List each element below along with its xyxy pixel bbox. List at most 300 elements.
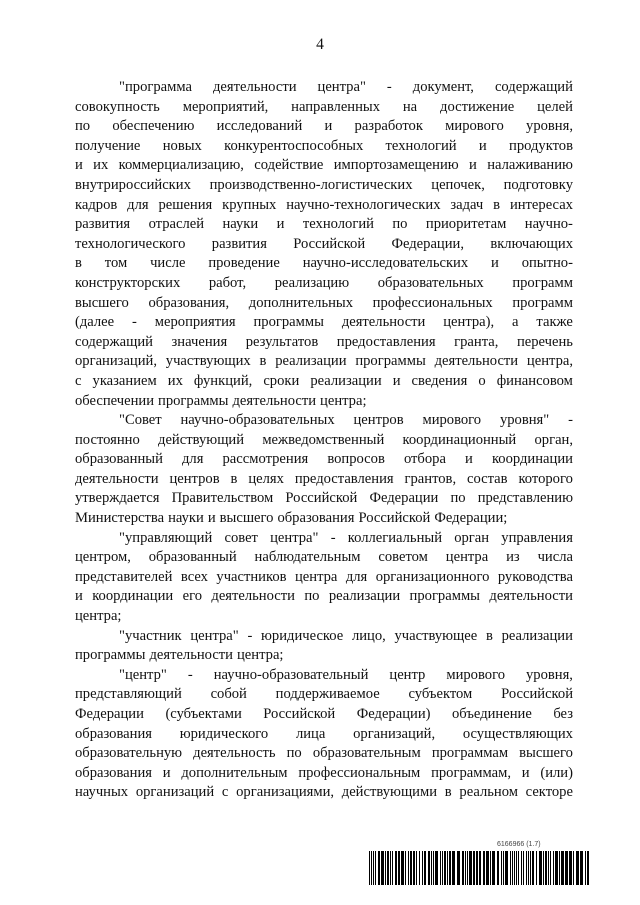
word: мирового — [446, 666, 505, 683]
word: высшего — [75, 294, 129, 311]
word: профессиональных — [372, 294, 493, 311]
barcode-bar — [395, 851, 397, 885]
barcode-bar — [431, 851, 432, 885]
word: высшего — [219, 510, 274, 527]
word: научно- — [524, 216, 573, 233]
word: целей — [537, 98, 573, 115]
word: приоритетам — [425, 216, 507, 233]
word: участвующих — [165, 353, 251, 370]
word: центра" — [317, 79, 366, 95]
word: в — [230, 470, 238, 487]
word: центров — [169, 470, 220, 487]
word: участвующее — [394, 627, 478, 644]
word: получение — [75, 137, 141, 154]
page-number: 4 — [316, 36, 324, 53]
word: - — [568, 412, 573, 429]
word: цепочек, — [431, 176, 485, 193]
word: обеспечению — [112, 118, 195, 135]
text-line — [75, 548, 573, 568]
barcode-bar — [398, 851, 400, 885]
barcode-bar — [573, 851, 574, 885]
barcode-bar — [465, 851, 466, 885]
barcode-bar — [555, 851, 558, 885]
word: из — [506, 549, 520, 566]
text-line — [75, 235, 573, 255]
barcode-bar — [387, 851, 389, 885]
word: импортозамещению — [333, 157, 459, 174]
word: научно-исследовательских — [302, 255, 469, 272]
word: действующими — [341, 784, 438, 801]
word: развития — [211, 235, 267, 252]
barcode-bar — [424, 851, 426, 885]
barcode-bar — [479, 851, 481, 885]
word: дополнительных — [248, 294, 354, 311]
word: целях — [248, 470, 284, 487]
word: состав — [467, 470, 508, 487]
word: представителей — [75, 568, 173, 585]
word: совет — [224, 529, 258, 546]
word: (субъектами — [165, 706, 242, 722]
text-line — [75, 685, 573, 705]
text-line — [75, 294, 573, 314]
word: наблюдательным — [254, 549, 361, 566]
word: числе — [150, 255, 186, 272]
text-line — [75, 98, 573, 118]
word: центра), — [443, 314, 495, 331]
barcode-bar — [587, 851, 589, 885]
barcode-bar — [410, 851, 412, 885]
word: сведения — [411, 372, 468, 389]
word: технологий — [385, 137, 457, 154]
word: в — [493, 196, 501, 213]
barcode-bar — [548, 851, 549, 885]
text-line — [75, 176, 573, 196]
word: объединение — [452, 706, 532, 722]
text-line — [75, 705, 573, 725]
word: деятельность — [193, 745, 276, 762]
text-line — [75, 529, 573, 549]
word: "программа — [119, 79, 192, 95]
word: секторе — [525, 784, 573, 801]
word: по — [75, 118, 91, 135]
word: профессиональным — [298, 764, 421, 781]
word: программы — [253, 314, 324, 331]
word: его — [182, 588, 202, 605]
word: предоставления — [336, 333, 436, 350]
text-line — [75, 744, 573, 764]
word: указанием — [92, 372, 157, 389]
word: по — [450, 490, 466, 507]
word: высшего — [519, 745, 573, 762]
body-text — [75, 78, 573, 803]
word: проведение — [208, 255, 280, 272]
barcode-bar — [416, 851, 417, 885]
word: реальном — [459, 784, 518, 801]
word: и — [276, 216, 285, 233]
word: орган, — [534, 431, 573, 448]
word: осуществляющих — [462, 725, 573, 742]
barcode-bar — [476, 851, 478, 885]
barcode-bar — [565, 851, 568, 885]
word: - — [247, 627, 253, 644]
word: образовательным — [312, 745, 421, 762]
text-line — [75, 783, 573, 803]
word: советом — [378, 549, 428, 566]
word: мирового — [445, 118, 504, 135]
word: программ — [512, 294, 573, 311]
barcode-bar — [528, 851, 529, 885]
barcode-bar — [561, 851, 564, 885]
text-line — [75, 666, 573, 686]
barcode-bar — [516, 851, 517, 885]
word: результатов — [245, 333, 319, 350]
text-line — [75, 431, 573, 451]
word: образования — [277, 510, 355, 527]
barcode-bar — [469, 851, 472, 885]
word: по — [392, 216, 408, 233]
word: развития — [75, 216, 131, 233]
word: межведомственный — [262, 431, 385, 448]
word: исследований — [216, 118, 303, 135]
word: центра — [294, 568, 338, 585]
word: представляющий — [75, 686, 182, 703]
word: грантов, — [404, 470, 457, 487]
word: образовательных — [377, 274, 484, 291]
word: и — [465, 451, 473, 468]
word: и — [207, 510, 216, 527]
word: коммерциализацию, — [118, 157, 244, 174]
word: центр — [389, 666, 426, 683]
barcode-bar — [543, 851, 544, 885]
word: - — [386, 79, 392, 95]
text-line — [75, 372, 573, 392]
barcode-bar — [550, 851, 551, 885]
word: отбора — [403, 451, 446, 468]
barcode-bar — [467, 851, 468, 885]
word: образования — [75, 725, 152, 742]
word: налаживанию — [487, 157, 573, 174]
word: Министерства — [75, 510, 165, 527]
word: постоянно — [75, 431, 140, 448]
word: для — [181, 451, 204, 468]
word: содействие — [254, 157, 324, 174]
word: организациями, — [236, 784, 335, 801]
word: достижение — [440, 98, 515, 115]
text-line — [75, 392, 573, 412]
word: кадров — [75, 196, 118, 213]
word: функций, — [193, 372, 253, 389]
word: работ, — [208, 274, 247, 291]
text-line — [75, 764, 573, 784]
word: руководства — [497, 568, 573, 585]
word: по — [286, 745, 302, 762]
barcode-image — [369, 851, 589, 885]
word: и — [324, 118, 333, 135]
word: технологий — [302, 216, 374, 233]
text-line — [75, 333, 573, 353]
word: поддерживаемое — [275, 686, 380, 703]
word: образованный — [148, 549, 237, 566]
barcode-bar — [401, 851, 404, 885]
word: "управляющий — [119, 529, 213, 546]
word: субъектом — [408, 686, 473, 703]
word: и — [521, 764, 530, 781]
word: их — [167, 372, 183, 389]
word: коллегиальный — [347, 529, 443, 546]
word: программы — [409, 588, 480, 605]
barcode-bar — [585, 851, 586, 885]
word: которого — [518, 470, 573, 487]
word: всех — [180, 568, 208, 585]
barcode-bar — [381, 851, 384, 885]
word: с — [75, 372, 82, 389]
word: мирового — [422, 412, 482, 429]
word: конкурентоспособных — [224, 137, 364, 154]
word: продуктов — [509, 137, 573, 154]
barcode-bar — [405, 851, 406, 885]
word: организаций, — [75, 353, 157, 370]
word: деятельности — [149, 647, 233, 664]
word: новых — [162, 137, 202, 154]
text-line — [75, 646, 573, 666]
word: Федерации — [369, 490, 439, 507]
word: содержащий — [494, 79, 573, 95]
word: дополнительным — [181, 764, 288, 781]
barcode-bar — [385, 851, 386, 885]
word: реализации — [328, 588, 401, 605]
word: уровня, — [526, 666, 573, 683]
word: перечень — [516, 333, 573, 350]
word: отраслей — [148, 216, 205, 233]
word: образовательную — [75, 745, 183, 762]
word: документ, — [412, 79, 474, 95]
barcode-bar — [457, 851, 460, 885]
barcode-bar — [444, 851, 446, 885]
word: уровня" — [499, 412, 550, 429]
word: Российской — [263, 706, 336, 722]
word: центра; — [75, 608, 122, 625]
word: программы — [75, 647, 146, 664]
text-line — [75, 215, 573, 235]
text-line — [75, 313, 573, 333]
barcode-bar — [514, 851, 515, 885]
word: и — [491, 255, 499, 272]
barcode-bar — [532, 851, 534, 885]
text-line — [75, 411, 573, 431]
barcode-bar — [462, 851, 464, 885]
word: центра" — [190, 627, 239, 644]
word: уровня, — [526, 118, 573, 135]
word: и — [469, 157, 477, 174]
barcode-bar — [486, 851, 489, 885]
barcode-bar — [521, 851, 522, 885]
word: том — [104, 255, 128, 272]
word: включающих — [490, 235, 573, 252]
word: центра; — [237, 647, 284, 664]
word: предоставления — [294, 470, 394, 487]
word: образования — [75, 764, 152, 781]
barcode-bar — [576, 851, 579, 885]
word: деятельности — [212, 79, 297, 95]
word: Российской — [293, 235, 366, 252]
text-line — [75, 725, 573, 745]
word: программ — [512, 274, 573, 291]
word: мероприятия — [154, 314, 236, 331]
word: управления — [501, 529, 573, 546]
word: для — [127, 196, 149, 213]
word: центров — [353, 412, 404, 429]
word: реализацию — [274, 274, 350, 291]
word: сроки — [263, 372, 300, 389]
word: деятельности — [75, 470, 159, 487]
text-line — [75, 450, 573, 470]
word: и — [75, 157, 83, 174]
word: деятельности — [434, 353, 519, 370]
word: организаций — [135, 784, 215, 801]
barcode-bar — [447, 851, 448, 885]
barcode-bar — [371, 851, 372, 885]
barcode-bar — [526, 851, 527, 885]
word: юридическое — [261, 627, 344, 644]
word: программам — [431, 745, 509, 762]
word: с — [221, 784, 229, 801]
barcode-bar — [503, 851, 504, 885]
word: в — [485, 627, 493, 644]
word: науки — [168, 510, 204, 527]
word: рассмотрения — [222, 451, 309, 468]
word: центра, — [526, 353, 573, 370]
word: юридического — [179, 725, 269, 742]
word: реализации — [275, 353, 347, 370]
barcode-bar — [473, 851, 475, 885]
text-line — [75, 489, 573, 509]
barcode-bar — [501, 851, 502, 885]
barcode-bar — [497, 851, 499, 885]
word: для — [345, 568, 368, 585]
word: мероприятий, — [182, 98, 269, 115]
barcode-bar — [536, 851, 537, 885]
text-line — [75, 254, 573, 274]
text-line — [75, 587, 573, 607]
word: (или) — [540, 764, 573, 781]
word: Федерации, — [391, 235, 465, 252]
barcode-bar — [539, 851, 542, 885]
word: технологического — [75, 235, 186, 252]
word: научно-образовательных — [180, 412, 335, 429]
barcode-bar — [392, 851, 393, 885]
word: крупных — [222, 196, 277, 213]
barcode-bar — [553, 851, 554, 885]
word: Правительством — [171, 490, 274, 507]
word: внутрироссийских — [75, 176, 191, 193]
word: решения — [158, 196, 213, 213]
word: реализации — [310, 372, 382, 389]
word: Федерации; — [434, 510, 508, 527]
word: обеспечении — [75, 392, 155, 409]
barcode-bar — [413, 851, 415, 885]
text-line — [75, 568, 573, 588]
word: значения — [171, 333, 228, 350]
word: Федерации — [75, 706, 144, 722]
word: их — [93, 157, 109, 174]
word: образования, — [148, 294, 230, 311]
word: координации — [491, 451, 573, 468]
word: деятельности — [232, 392, 317, 409]
word: деятельности — [211, 588, 295, 605]
barcode-bar — [545, 851, 547, 885]
barcode-bar — [510, 851, 511, 885]
word: реализации — [501, 627, 573, 644]
barcode-bar — [580, 851, 583, 885]
word: организационного — [375, 568, 490, 585]
word: координации — [92, 588, 174, 605]
word: (далее — [75, 314, 115, 331]
word: организаций, — [353, 725, 436, 742]
word: участников — [216, 568, 287, 585]
word: деятельности — [341, 314, 426, 331]
word: финансовом — [496, 372, 573, 389]
word: лица — [295, 725, 326, 742]
word: - — [330, 529, 336, 546]
word: действующий — [158, 431, 245, 448]
text-line — [75, 137, 573, 157]
barcode-bar — [523, 851, 524, 885]
word: и — [478, 137, 487, 154]
text-line — [75, 352, 573, 372]
barcode-bar — [373, 851, 374, 885]
word: центра — [445, 549, 489, 566]
word: образованный — [75, 451, 163, 468]
word: орган — [454, 529, 490, 546]
barcode-bar — [505, 851, 508, 885]
word: лицо, — [351, 627, 386, 644]
text-line — [75, 274, 573, 294]
barcode-bar — [408, 851, 409, 885]
text-line — [75, 509, 573, 529]
word: Российской — [285, 490, 358, 507]
word: собой — [210, 686, 247, 703]
word: производственно-логистических — [209, 176, 413, 193]
barcode-bar — [422, 851, 423, 885]
word: направленных — [291, 98, 381, 115]
word: деятельности — [489, 588, 573, 605]
barcode-bar — [449, 851, 451, 885]
barcode-bar — [559, 851, 560, 885]
barcode-bar — [452, 851, 455, 885]
word: утверждается — [75, 490, 160, 507]
word: без — [553, 706, 573, 722]
word: задач — [450, 196, 484, 213]
word: по — [304, 588, 320, 605]
text-line — [75, 470, 573, 490]
text-line — [75, 78, 573, 98]
word: подготовку — [503, 176, 573, 193]
word: программам, — [431, 764, 511, 781]
word: "Совет — [119, 412, 162, 429]
text-line — [75, 117, 573, 137]
barcode-block — [369, 841, 589, 887]
word: - — [132, 314, 137, 331]
barcode-bar — [419, 851, 420, 885]
barcode-bar — [435, 851, 438, 885]
text-line — [75, 156, 573, 176]
barcode-bar — [369, 851, 370, 885]
word: вопросов — [327, 451, 385, 468]
word: и — [392, 372, 401, 389]
barcode-bar — [378, 851, 380, 885]
barcode-bar — [442, 851, 443, 885]
word: о — [478, 372, 486, 389]
